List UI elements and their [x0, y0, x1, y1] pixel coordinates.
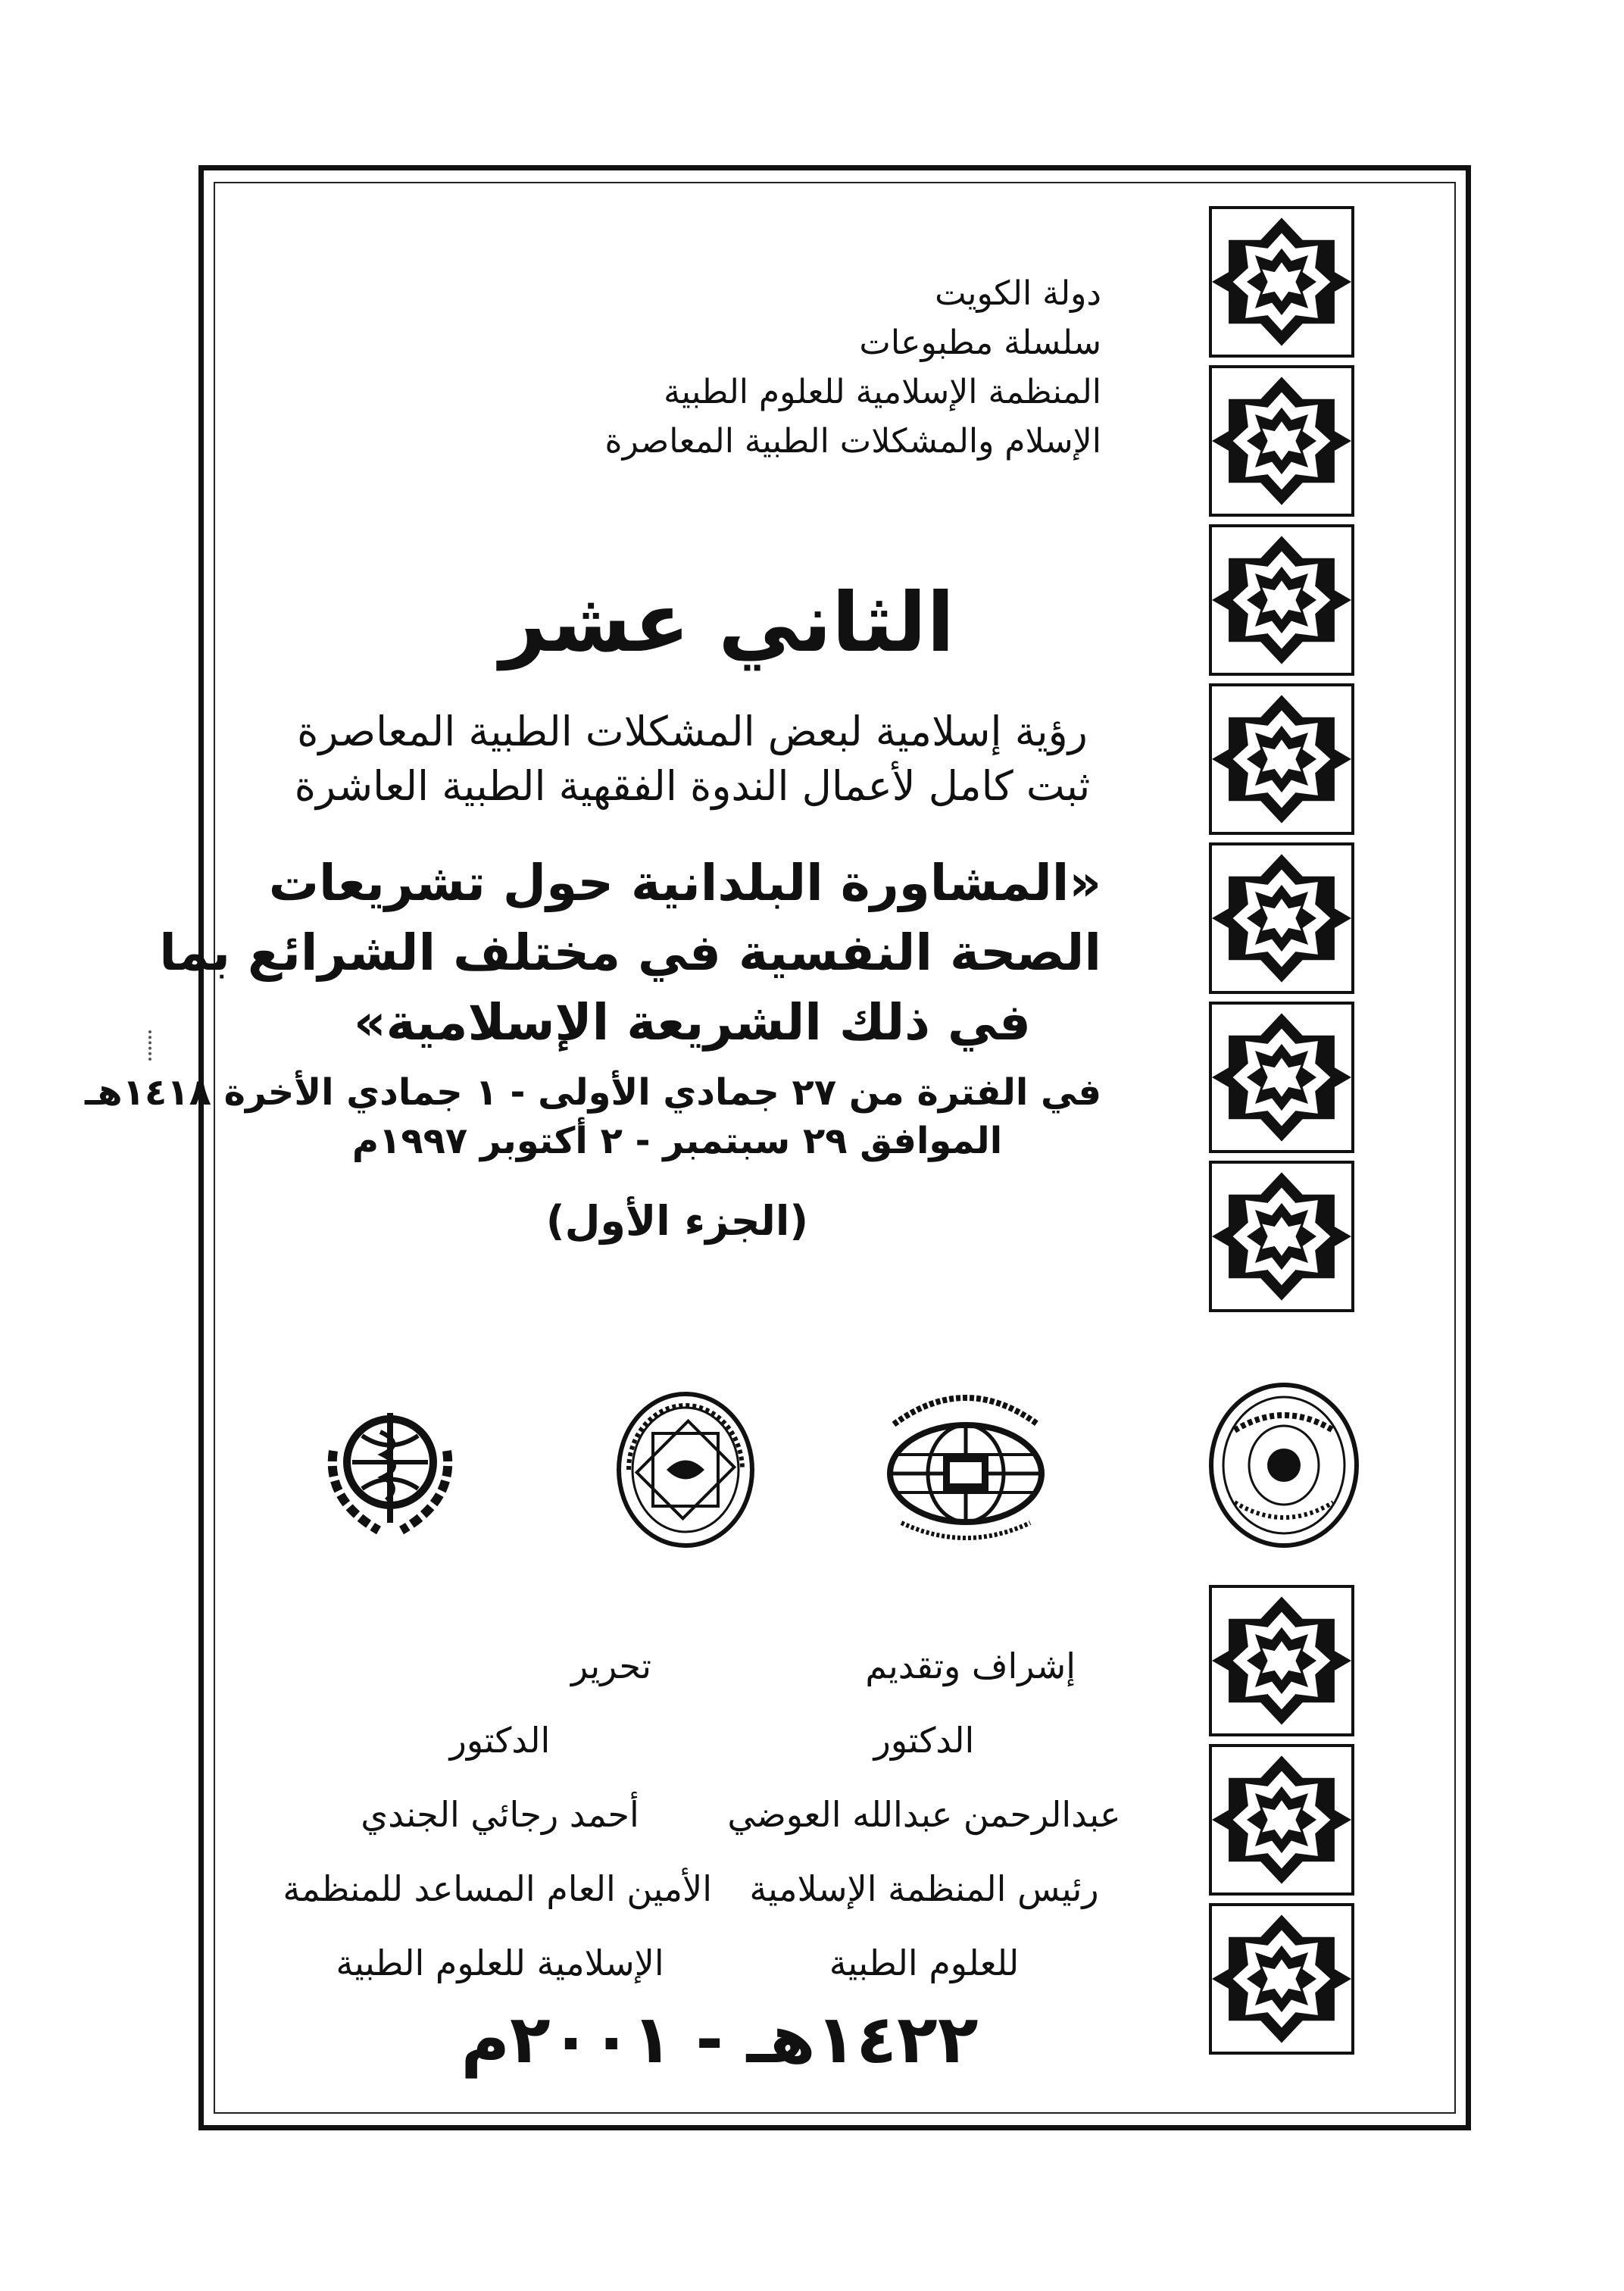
editing-title: الدكتور: [449, 1720, 551, 1761]
editing-position: الأمين العام المساعد للمنظمة: [283, 1868, 712, 1909]
symposium-title: [159, 849, 1101, 1058]
subtitle-line: رؤية إسلامية لبعض المشكلات الطبية المعاصرة: [297, 708, 1088, 755]
part-label: (الجزء الأول): [545, 1197, 809, 1245]
star-tile-icon: [1209, 1161, 1354, 1312]
logos-row: [311, 1379, 1189, 1568]
supervision-position: للعلوم الطبية: [829, 1943, 1020, 1983]
ornamental-border-strip: [1182, 198, 1432, 2108]
dates: [85, 1068, 1101, 1165]
star-tile-icon: [1209, 1002, 1354, 1153]
islamic-fiqh-seal-icon: [606, 1379, 765, 1561]
supervision-title: الدكتور: [873, 1720, 975, 1761]
scan-margin-mark: [148, 1030, 156, 1061]
subtitle: [283, 705, 1101, 814]
isesco-globe-icon: [871, 1379, 1060, 1561]
symposium-title-line: الصحة النفسية في مختلف الشرائع بما: [159, 924, 1101, 982]
editing-role: تحرير: [570, 1646, 651, 1686]
header-line: سلسلة مطبوعات: [859, 323, 1101, 362]
editing-name: أحمد رجائي الجندي: [361, 1794, 639, 1835]
star-tile-icon: [1209, 1744, 1354, 1896]
star-tile-icon: [1209, 524, 1354, 676]
header-line: المنظمة الإسلامية للعلوم الطبية: [664, 373, 1101, 411]
subtitle-line: ثبت كامل لأعمال الندوة الفقهية الطبية العاشرة: [294, 762, 1091, 810]
who-emblem-icon: [311, 1379, 470, 1561]
star-tile-icon: [1209, 842, 1354, 994]
supervision-position: رئيس المنظمة الإسلامية: [749, 1868, 1099, 1909]
star-tile-icon: [1209, 365, 1354, 517]
series-header: [604, 269, 1101, 466]
symposium-title-line: في ذلك الشريعة الإسلامية»: [354, 993, 1031, 1052]
volume-title: الثاني عشر: [499, 576, 955, 670]
hijri-date: في الفترة من ٢٧ جمادي الأولى - ١ جمادي الأخرة ١٤١٨هـ: [85, 1071, 1101, 1114]
star-tile-icon: [1209, 1585, 1354, 1736]
star-tile-icon: [1209, 683, 1354, 835]
ioms-seal-icon: [1204, 1377, 1363, 1553]
publication-date: ١٤٢٢هـ - ٢٠٠١م: [461, 2000, 979, 2078]
symposium-title-line: «المشاورة البلدانية حول تشريعات: [268, 854, 1101, 912]
header-line: الإسلام والمشكلات الطبية المعاصرة: [604, 422, 1101, 461]
star-tile-icon: [1209, 206, 1354, 358]
supervision-role: إشراف وتقديم: [865, 1646, 1076, 1686]
editing-position: الإسلامية للعلوم الطبية: [336, 1943, 664, 1983]
supervision-name: عبدالرحمن عبدالله العوضي: [727, 1794, 1121, 1835]
star-tile-icon: [1209, 1903, 1354, 2055]
gregorian-date: الموافق ٢٩ سبتمبر - ٢ أكتوبر ١٩٩٧م: [351, 1120, 1003, 1162]
header-line: دولة الكويت: [935, 274, 1101, 313]
